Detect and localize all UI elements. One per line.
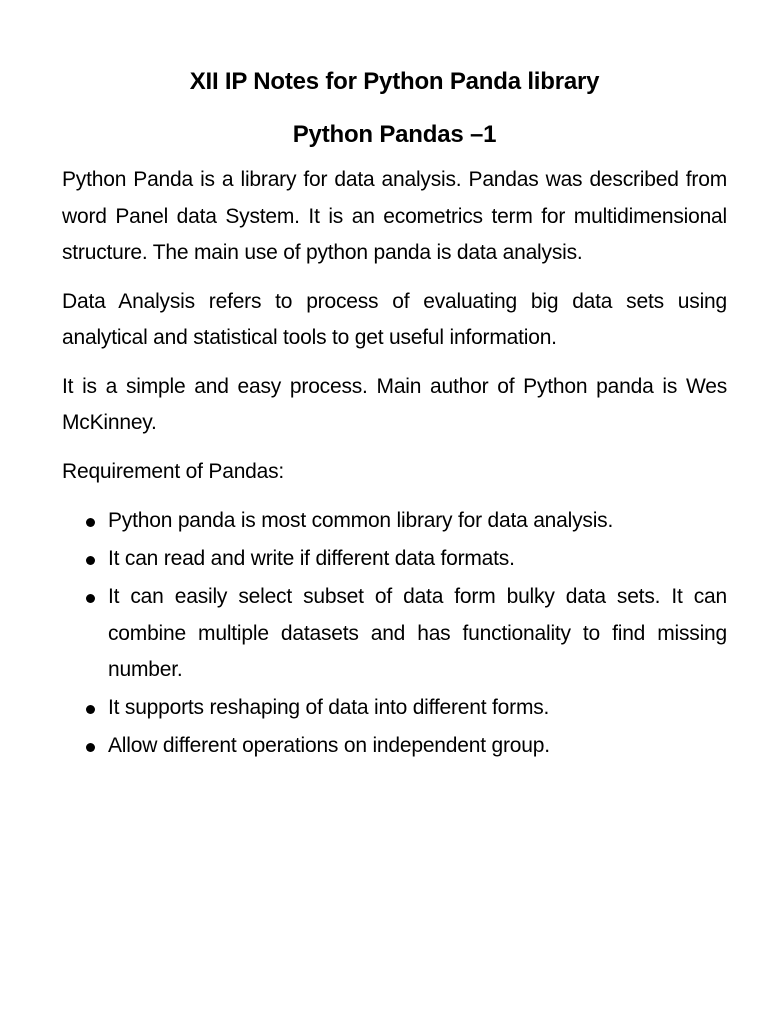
list-item-text: Allow different operations on independent group. [108,734,550,757]
document-subtitle: Python Pandas –1 [292,121,497,148]
bullet-icon [86,556,95,565]
bullet-icon [86,594,95,603]
bullet-icon [86,518,95,527]
list-item-text: It can easily select subset of data form bulky data sets. It can combine multiple datasets and has functionality to find missing number. [108,585,727,681]
list-item [62,728,727,765]
list-item-text: It supports reshaping of data into different forms. [108,696,550,719]
list-item [62,503,727,540]
list-item-text: Python panda is most common library for data analysis. [108,509,614,532]
bullet-icon [86,705,95,714]
list-item [62,579,727,689]
list-item [62,690,727,727]
list-item [62,541,727,578]
paragraph-intro: Python Panda is a library for data analysis. Pandas was described from word Panel data System. It is an ecometrics term for multidimensional structure. The main use of python panda is data analysis. [62,168,727,264]
paragraph-data-analysis: Data Analysis refers to process of evaluating big data sets using analytical and statistical tools to get useful information. [62,289,727,349]
bullet-icon [86,743,95,752]
document-title: XII IP Notes for Python Panda library [189,68,600,95]
requirements-heading: Requirement of Pandas: [62,459,285,483]
list-item-text: It can read and write if different data formats. [108,547,515,570]
requirements-list [62,503,727,765]
paragraph-author: It is a simple and easy process. Main author of Python panda is Wes McKinney. [62,374,727,434]
